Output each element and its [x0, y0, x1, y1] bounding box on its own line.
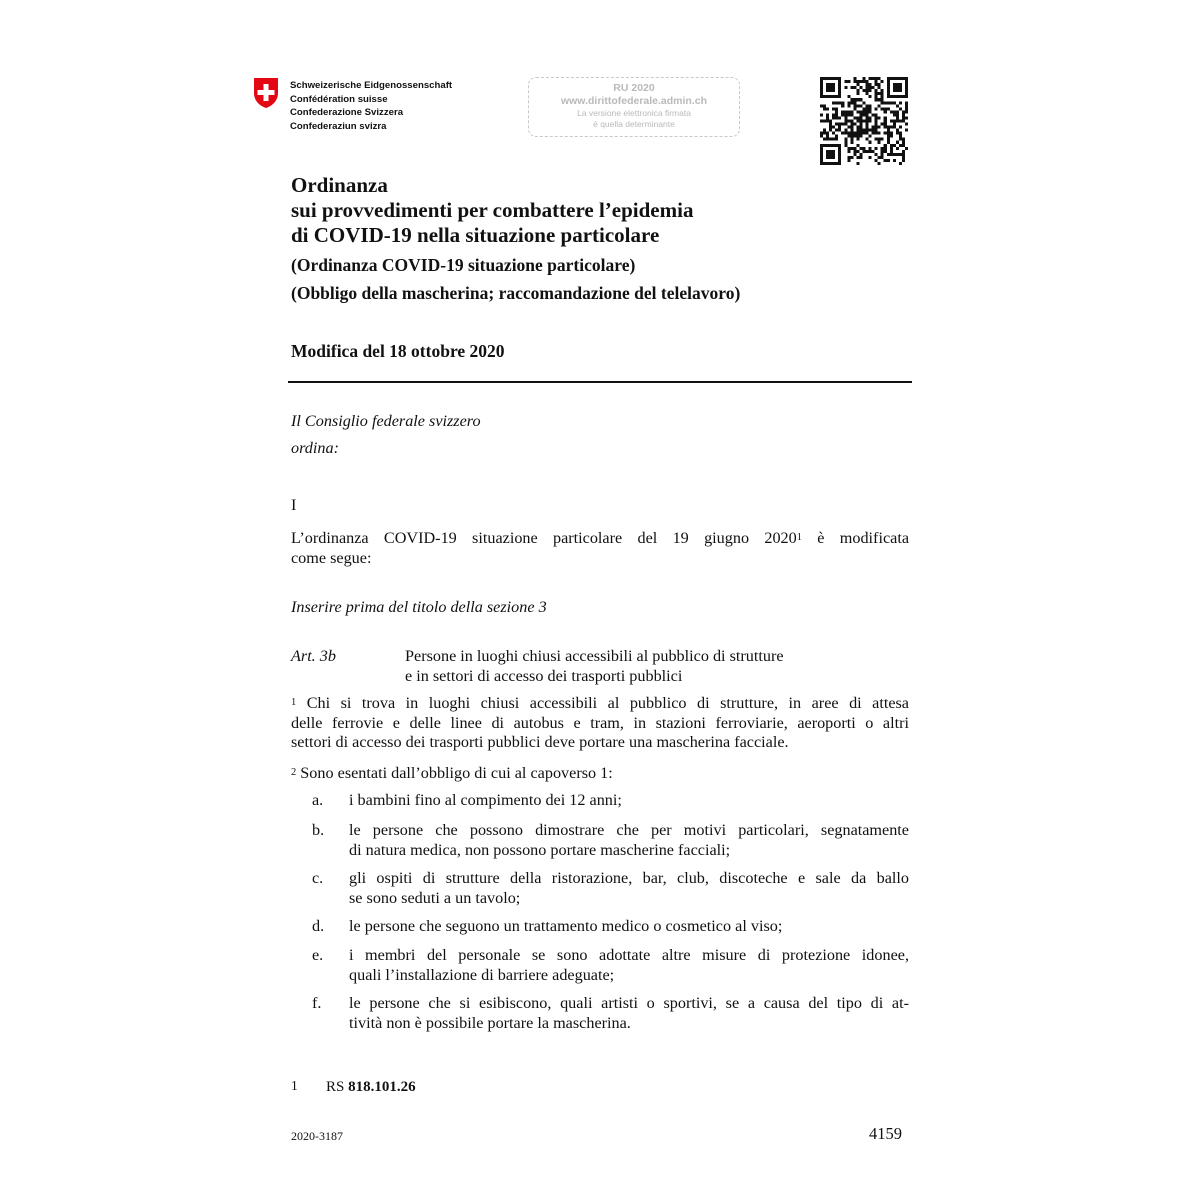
item-line: quali l’installazione di barriere adeguate; [349, 965, 615, 984]
title-line-3: di COVID-19 nella situazione particolare [291, 223, 660, 247]
item-line: i membri del personale se sono adottate altre misure di protezione idonee, [349, 946, 909, 964]
confederation-name-de: Schweizerische Eidgenossenschaft [290, 80, 453, 91]
paragraph-2-text: Sono esentati dall’obbligo di cui al capoverso 1: [296, 764, 613, 782]
item-line: le persone che si esibiscono, quali artisti o sportivi, se a causa del tipo di at- [349, 994, 909, 1012]
qr-code-icon [820, 77, 908, 165]
paragraph-2-number: 2 [291, 767, 297, 778]
item-line: tività non è possibile portare la mascherina. [349, 1013, 631, 1032]
stamp-note-2: è quella determinante [593, 119, 675, 129]
confederation-name-it: Confederazione Svizzera [290, 107, 404, 118]
footnote-number: 1 [291, 1078, 298, 1093]
item-letter: e. [312, 946, 324, 964]
item-line: se sono seduti a un tavolo; [349, 888, 521, 907]
item-line: le persone che seguono un trattamento medico o cosmetico al viso; [349, 917, 783, 935]
electronic-signature-stamp [528, 77, 740, 137]
stamp-collection: RU 2020 [613, 82, 655, 94]
item-line: le persone che possono dimostrare che per motivi particolari, segnatamente [349, 821, 909, 839]
footnote-text [326, 1079, 416, 1096]
paragraph-1-line-1: Chi si trova in luoghi chiusi accessibili al pubblico di strutture, in aree di attesa [296, 694, 909, 712]
preamble-council: Il Consiglio federale svizzero [291, 412, 481, 430]
item-line: i bambini fino al compimento dei 12 anni; [349, 791, 622, 809]
item-letter: c. [312, 869, 324, 887]
item-letter: d. [312, 917, 325, 935]
intro-text: L’ordinanza COVID-19 situazione particolare del 19 giugno 2020 [291, 529, 797, 547]
footnote-prefix: RS [326, 1079, 349, 1095]
short-title: (Ordinanza COVID-19 situazione particolare) [291, 255, 636, 275]
confederation-name-fr: Confédération suisse [290, 93, 388, 105]
stamp-note-1: La versione elettronica firmata [577, 108, 691, 118]
paragraph-1-number: 1 [291, 697, 297, 708]
article-number: Art. 3b [291, 647, 336, 665]
paragraph-1 [291, 694, 909, 753]
article-title [405, 647, 910, 686]
item-letter: a. [312, 791, 324, 809]
amendment-date: Modifica del 18 ottobre 2020 [291, 341, 505, 361]
intro-text-end: è modificata [801, 529, 909, 547]
title-divider [288, 381, 912, 383]
confederation-names [290, 79, 452, 133]
footnote-ref[interactable]: 1 [796, 532, 802, 543]
preamble-decrees: ordina: [291, 439, 339, 457]
document-number: 2020-3187 [291, 1129, 343, 1143]
title-line-2: sui provvedimenti per combattere l’epidemia [291, 198, 694, 222]
confederation-name-rm: Confederaziun svizra [290, 120, 387, 132]
item-letter: f. [312, 994, 322, 1012]
paragraph-2 [291, 764, 613, 784]
swiss-cross-icon [253, 77, 279, 109]
paragraph-1-line-3: settori di accesso dei trasporti pubblici deve portare una mascherina facciale. [291, 733, 789, 751]
subject-title: (Obbligo della mascherina; raccomandazione del telelavoro) [291, 283, 741, 303]
intro-line-2: come segue: [291, 548, 372, 567]
section-number: I [291, 496, 297, 514]
footnote-reference: 818.101.26 [348, 1079, 416, 1095]
item-line: di natura medica, non possono portare mascherine facciali; [349, 840, 731, 859]
article-title-line-1: Persone in luoghi chiusi accessibili al pubblico di strutture [405, 647, 784, 665]
item-line: gli ospiti di strutture della ristorazione, bar, club, discoteche e sale da ballo [349, 869, 909, 887]
paragraph-1-line-2: delle ferrovie e delle linee di autobus e tram, in stazioni ferroviarie, aeroporti o altri [291, 713, 909, 732]
insert-instruction: Inserire prima del titolo della sezione 3 [291, 598, 547, 616]
article-title-line-2: e in settori di accesso dei trasporti pubblici [405, 666, 683, 685]
intro-paragraph [291, 529, 909, 568]
item-letter: b. [312, 821, 325, 839]
title-line-1: Ordinanza [291, 173, 388, 197]
page-number: 4159 [869, 1124, 902, 1143]
stamp-url: www.dirittofederale.admin.ch [560, 95, 708, 107]
